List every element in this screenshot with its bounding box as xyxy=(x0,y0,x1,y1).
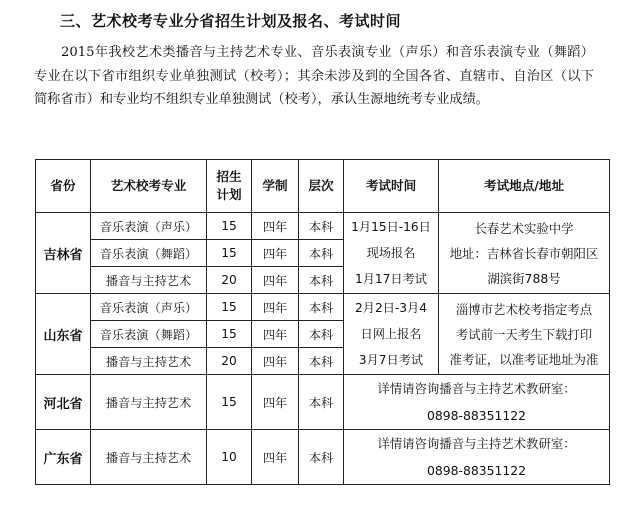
major-cell: 音乐表演（舞蹈） xyxy=(91,240,207,267)
plan-cell: 20 xyxy=(207,348,252,375)
contact-cell: 详情请咨询播音与主持艺术教研室： 0898-88351122 xyxy=(344,375,610,430)
level-cell: 本科 xyxy=(299,321,344,348)
province-cell: 山东省 xyxy=(36,294,91,375)
exam-location-cell: 长春艺术实验中学 地址：吉林省长春市朝阳区 湖滨街788号 xyxy=(439,213,610,294)
exam-time-cell: 1月15日-16日 现场报名 1月17日考试 xyxy=(344,213,439,294)
major-cell: 播音与主持艺术 xyxy=(91,375,207,430)
level-cell: 本科 xyxy=(299,267,344,294)
plan-cell: 15 xyxy=(207,240,252,267)
table-row xyxy=(36,213,610,240)
duration-cell: 四年 xyxy=(252,240,299,267)
table-header-row xyxy=(36,160,610,213)
plan-cell: 15 xyxy=(207,321,252,348)
major-cell: 音乐表演（声乐） xyxy=(91,294,207,321)
plan-cell: 15 xyxy=(207,294,252,321)
header-level: 层次 xyxy=(299,160,344,213)
plan-cell: 20 xyxy=(207,267,252,294)
duration-cell: 四年 xyxy=(252,321,299,348)
header-plan: 招生 计划 xyxy=(207,160,252,213)
contact-cell: 详情请咨询播音与主持艺术教研室： 0898-88351122 xyxy=(344,430,610,485)
major-cell: 播音与主持艺术 xyxy=(91,348,207,375)
duration-cell: 四年 xyxy=(252,348,299,375)
section-heading: 三、艺术校考专业分省招生计划及报名、考试时间 xyxy=(60,12,402,30)
major-cell: 播音与主持艺术 xyxy=(91,430,207,485)
province-cell: 吉林省 xyxy=(36,213,91,294)
duration-cell: 四年 xyxy=(252,294,299,321)
major-cell: 音乐表演（舞蹈） xyxy=(91,321,207,348)
major-cell: 播音与主持艺术 xyxy=(91,267,207,294)
table-row xyxy=(36,430,610,485)
header-major: 艺术校考专业 xyxy=(91,160,207,213)
level-cell: 本科 xyxy=(299,213,344,240)
province-cell: 广东省 xyxy=(36,430,91,485)
table-row xyxy=(36,294,610,321)
plan-cell: 10 xyxy=(207,430,252,485)
duration-cell: 四年 xyxy=(252,430,299,485)
plan-cell: 15 xyxy=(207,213,252,240)
level-cell: 本科 xyxy=(299,294,344,321)
enrollment-plan-table xyxy=(35,159,610,485)
level-cell: 本科 xyxy=(299,375,344,430)
table-row xyxy=(36,375,610,430)
header-location: 考试地点/地址 xyxy=(439,160,610,213)
intro-paragraph: 2015年我校艺术类播音与主持艺术专业、音乐表演专业（声乐）和音乐表演专业（舞蹈）专业在以下省市组织专业单独测试（校考）；其余未涉及到的全国各省、直辖市、自治区（以下简称省市）和专业均不组织专业单独测试（校考），承认生源地统考专业成绩。 xyxy=(34,45,594,107)
duration-cell: 四年 xyxy=(252,213,299,240)
exam-location-cell: 淄博市艺术校考指定考点 考试前一天考生下载打印 准考证，以准考证地址为准 xyxy=(439,294,610,375)
duration-cell: 四年 xyxy=(252,375,299,430)
major-cell: 音乐表演（声乐） xyxy=(91,213,207,240)
exam-time-cell: 2月2日-3月4 日网上报名 3月7日考试 xyxy=(344,294,439,375)
level-cell: 本科 xyxy=(299,240,344,267)
level-cell: 本科 xyxy=(299,430,344,485)
header-exam-time: 考试时间 xyxy=(344,160,439,213)
header-duration: 学制 xyxy=(252,160,299,213)
duration-cell: 四年 xyxy=(252,267,299,294)
level-cell: 本科 xyxy=(299,348,344,375)
header-province: 省份 xyxy=(36,160,91,213)
plan-cell: 15 xyxy=(207,375,252,430)
province-cell: 河北省 xyxy=(36,375,91,430)
